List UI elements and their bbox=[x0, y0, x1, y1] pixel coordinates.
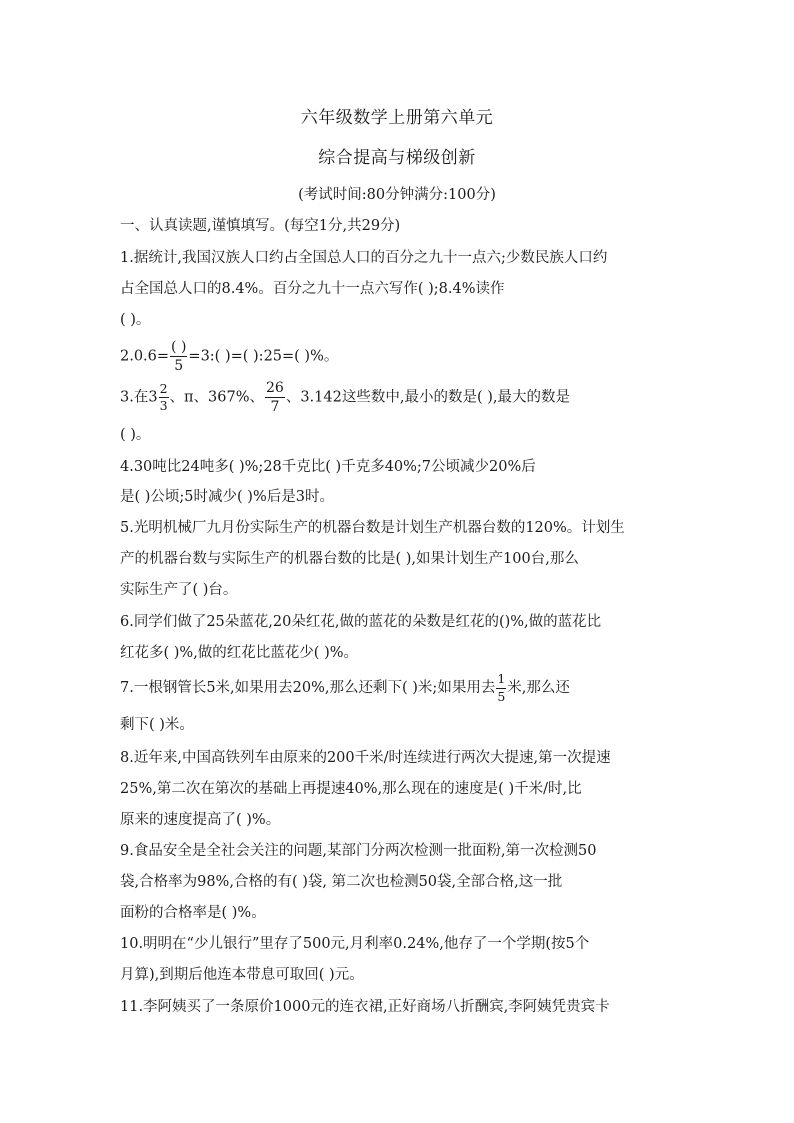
question-2-fraction bbox=[170, 340, 187, 373]
question-7-prefix: 7.一根钢管长5米,如果用去20%,那么还剩下( )米;如果用去 bbox=[120, 680, 496, 696]
question-3-suffix: 、3.142这些数中,最小的数是( ),最大的数是 bbox=[285, 389, 570, 406]
fraction-numerator: ( ) bbox=[171, 339, 187, 355]
fraction-numerator: 2 bbox=[159, 383, 169, 399]
question-4-line-1: 4.30吨比24吨多( )%;28千克比( )千克多40%;7公顷减少20%后 bbox=[120, 459, 536, 475]
exam-note: (考试时间:80分钟满分:100分) bbox=[298, 187, 496, 203]
question-1-line-3: ( )。 bbox=[120, 312, 151, 328]
question-2-prefix: 2.0.6= bbox=[120, 348, 170, 365]
question-3-mid: 、π、367%、 bbox=[169, 389, 264, 406]
question-9-line-3: 面粉的合格率是( )%。 bbox=[120, 905, 266, 921]
question-3-fraction bbox=[265, 381, 285, 414]
question-11-line-1: 11.李阿姨买了一条原价1000元的连衣裙,正好商场八折酬宾,李阿姨凭贵宾卡 bbox=[120, 999, 610, 1015]
question-10-line-2: 月算),到期后他连本带息可取回( )元。 bbox=[120, 967, 364, 983]
question-7-suffix: 米,那么还 bbox=[507, 680, 570, 696]
question-8-line-1: 8.近年来,中国高铁列车由原来的200千米/时连续进行两次大提速,第一次提速 bbox=[120, 750, 611, 766]
question-2-suffix: =3:( )=( ):25=( )%。 bbox=[188, 348, 339, 365]
question-5-line-2: 产的机器台数与实际生产的机器台数的比是( ),如果计划生产100台,那么 bbox=[120, 551, 579, 567]
mixed-number-fraction bbox=[159, 380, 169, 413]
question-6-line-1: 6.同学们做了25朵蓝花,20朵红花,做的蓝花的朵数是红花的()%,做的蓝花比 bbox=[120, 614, 602, 630]
fraction-denominator: 5 bbox=[174, 358, 184, 374]
question-3-line-1 bbox=[120, 381, 570, 414]
question-7-fraction bbox=[496, 673, 506, 703]
question-5-line-3: 实际生产了( )台。 bbox=[120, 582, 238, 598]
question-8-line-3: 原来的速度提高了( )%。 bbox=[120, 812, 281, 828]
question-3-prefix: 3.在3 bbox=[120, 389, 158, 406]
question-9-line-1: 9.食品安全是全社会关注的问题,某部门分两次检测一批面粉,第一次检测50 bbox=[120, 843, 597, 859]
question-2 bbox=[120, 340, 338, 373]
question-7-line-2: 剩下( )米。 bbox=[120, 717, 194, 733]
fraction-denominator: 7 bbox=[270, 399, 280, 415]
question-3-line-2: ( )。 bbox=[120, 427, 151, 443]
question-1-line-2: 占全国总人口的8.4%。百分之九十一点六写作( );8.4%读作 bbox=[120, 281, 505, 297]
question-8-line-2: 25%,第二次在第次的基础上再提速40%,那么现在的速度是( )千米/时,比 bbox=[120, 781, 582, 797]
fraction-numerator: 26 bbox=[266, 380, 284, 396]
question-1-line-1: 1.据统计,我国汉族人口约占全国总人口的百分之九十一点六;少数民族人口约 bbox=[120, 250, 608, 266]
question-7-line-1 bbox=[120, 672, 570, 704]
fraction-numerator: 1 bbox=[496, 673, 506, 689]
question-6-line-2: 红花多( )%,做的红花比蓝花少( )%。 bbox=[120, 645, 359, 661]
page-title: 六年级数学上册第六单元 bbox=[300, 108, 494, 128]
question-5-line-1: 5.光明机械厂九月份实际生产的机器台数是计划生产机器台数的120%。计划生 bbox=[120, 520, 625, 536]
fraction-denominator: 3 bbox=[159, 398, 168, 413]
section-heading: 一、认真读题,谨慎填写。(每空1分,共29分) bbox=[120, 218, 401, 234]
question-9-line-2: 袋,合格率为98%,合格的有( )袋, 第二次也检测50袋,全部合格,这一批 bbox=[120, 874, 563, 890]
question-4-line-2: 是( )公顷;5时减少( )%后是3时。 bbox=[120, 489, 334, 505]
fraction-denominator: 5 bbox=[497, 688, 506, 704]
page-subtitle: 综合提高与梯级创新 bbox=[318, 148, 476, 168]
question-10-line-1: 10.明明在“少儿银行”里存了500元,月利率0.24%,他存了一个学期(按5个 bbox=[120, 936, 590, 952]
